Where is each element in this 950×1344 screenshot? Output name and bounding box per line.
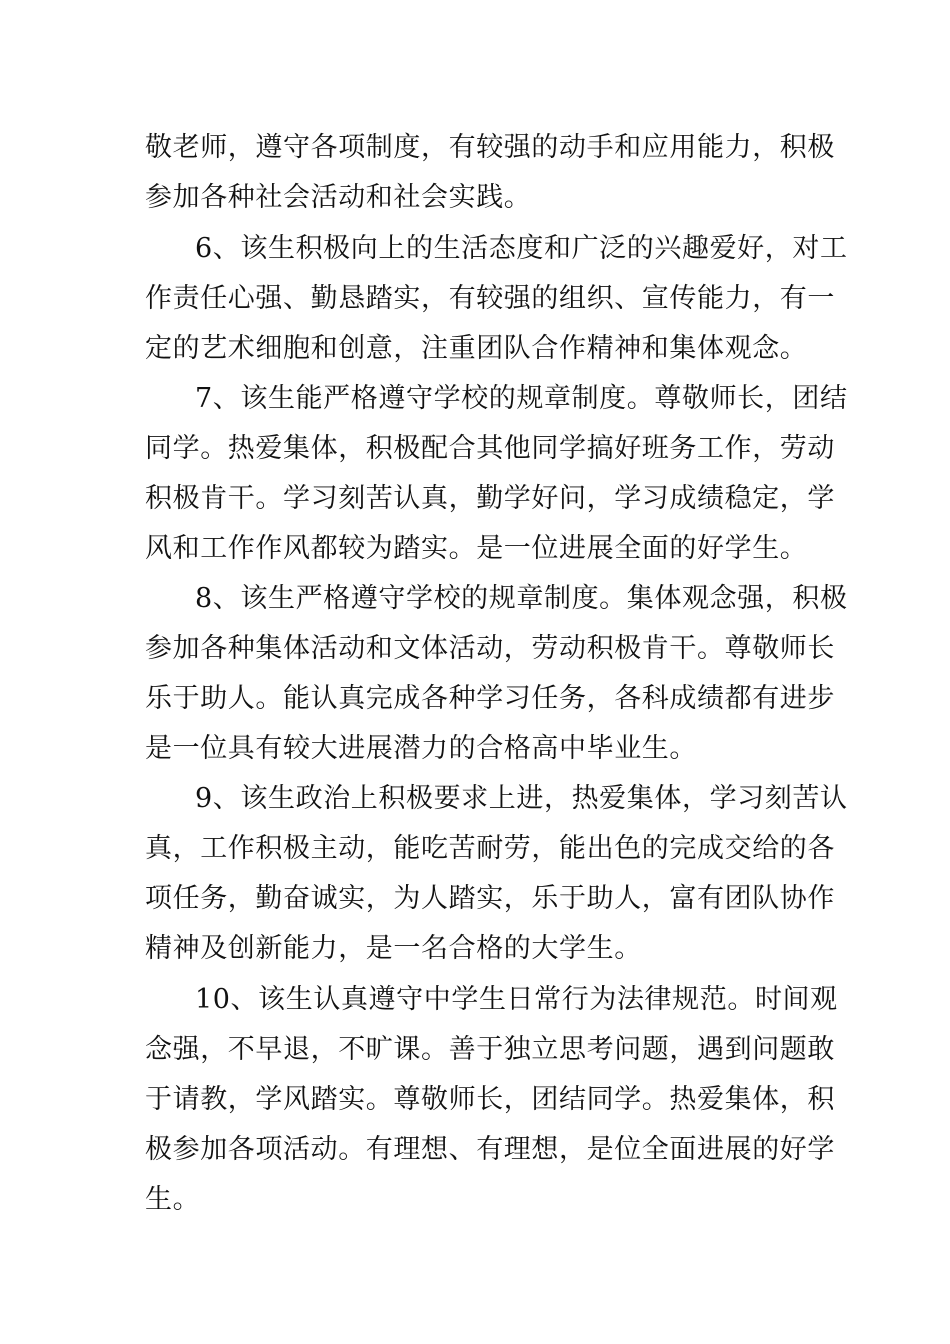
paragraph-10-start: 10、该生认真遵守中学生日常行为法律规范。时间观 xyxy=(195,984,838,1015)
text-line: 项任务，勤奋诚实，为人踏实，乐于助人，富有团队协作 xyxy=(145,883,835,914)
paragraph-6-start: 6、该生积极向上的生活态度和广泛的兴趣爱好，对工 xyxy=(195,233,848,264)
text-line: 敬老师，遵守各项制度，有较强的动手和应用能力，积极 xyxy=(145,132,835,163)
paragraph-9-start: 9、该生政治上积极要求上进，热爱集体，学习刻苦认 xyxy=(195,783,848,814)
text-line: 参加各种集体活动和文体活动，劳动积极肯干。尊敬师长 xyxy=(145,633,835,664)
text-line: 定的艺术细胞和创意，注重团队合作精神和集体观念。 xyxy=(145,333,808,364)
text-line: 风和工作作风都较为踏实。是一位进展全面的好学生。 xyxy=(145,533,808,564)
paragraph-8-start: 8、该生严格遵守学校的规章制度。集体观念强，积极 xyxy=(195,583,848,614)
text-line: 参加各种社会活动和社会实践。 xyxy=(145,182,532,213)
text-line: 生。 xyxy=(145,1184,201,1215)
text-line: 是一位具有较大进展潜力的合格高中毕业生。 xyxy=(145,733,697,764)
text-line: 积极肯干。学习刻苦认真，勤学好问，学习成绩稳定，学 xyxy=(145,483,835,514)
paragraph-7-start: 7、该生能严格遵守学校的规章制度。尊敬师长，团结 xyxy=(195,383,848,414)
text-line: 于请教，学风踏实。尊敬师长，团结同学。热爱集体，积 xyxy=(145,1084,835,1115)
text-line: 乐于助人。能认真完成各种学习任务，各科成绩都有进步 xyxy=(145,683,835,714)
text-line: 同学。热爱集体，积极配合其他同学搞好班务工作，劳动 xyxy=(145,433,835,464)
text-line: 真，工作积极主动，能吃苦耐劳，能出色的完成交给的各 xyxy=(145,833,835,864)
text-line: 极参加各项活动。有理想、有理想，是位全面进展的好学 xyxy=(145,1134,835,1165)
text-line: 作责任心强、勤恳踏实，有较强的组织、宣传能力，有一 xyxy=(145,283,835,314)
text-line: 念强，不早退，不旷课。善于独立思考问题，遇到问题敢 xyxy=(145,1034,835,1065)
text-line: 精神及创新能力，是一名合格的大学生。 xyxy=(145,933,642,964)
